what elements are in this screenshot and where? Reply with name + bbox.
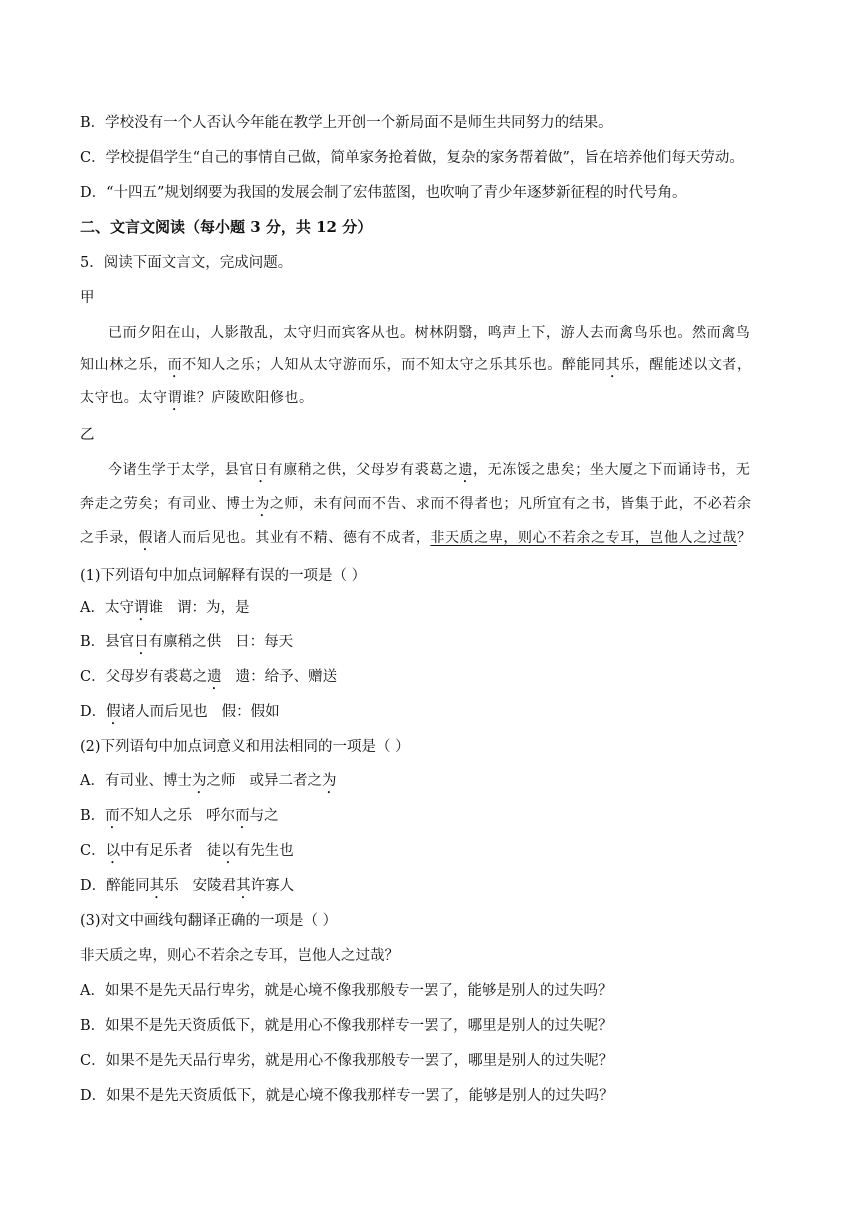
passage-jia-line-3: 太守也。太守谓谁？庐陵欧阳修也。 — [80, 390, 314, 406]
passage-yi-label: 乙 — [80, 427, 95, 443]
sub1-option-d: D．假诸人而后见也 假：假如 — [80, 704, 280, 720]
sub1-option-b: B．县官日有廪稍之供 日：每天 — [80, 634, 294, 650]
passage-yi-line-3: 之手录，假诸人而后见也。其业有不精、德有不成者，非天质之卑，则心不若余之专耳，岂他人之过哉？ — [80, 530, 752, 546]
passage-yi-line-1: 今诸生学于太学，县官日有廪稍之供，父母岁有裘葛之遗，无冻馁之患矣；坐大厦之下而诵诗书，无 — [108, 462, 751, 478]
dotted-word: 日 — [254, 462, 269, 478]
sub1-stem: (1)下列语句中加点词解释有误的一项是（ ） — [80, 568, 367, 584]
sub3-sentence: 非天质之卑，则心不若余之专耳，岂他人之过哉？ — [80, 948, 399, 964]
passage-yi-line-2: 奔走之劳矣；有司业、博士为之师，未有问而不告、求而不得者也；凡所宜有之书，皆集于此，不必若余 — [80, 496, 752, 512]
underlined-sentence: 非天质之卑，则心不若余之专耳，岂他人之过哉 — [430, 530, 738, 546]
sub3-stem: (3)对文中画线句翻译正确的一项是（ ） — [80, 913, 338, 929]
q4-option-d: D．“十四五”规划纲要为我国的发展会制了宏伟蓝图，也吹响了青少年逐梦新征程的时代号角。 — [80, 185, 687, 201]
dotted-word: 为 — [255, 496, 270, 512]
q5-prompt: 5．阅读下面文言文，完成问题。 — [80, 255, 293, 271]
sub2-option-b: B．而不知人之乐 呼尔而与之 — [80, 808, 279, 824]
passage-jia-line-1: 已而夕阳在山，人影散乱，太守归而宾客从也。树林阴翳，鸣声上下，游人去而禽鸟乐也。然而禽鸟 — [108, 325, 751, 341]
section-heading-classical-chinese: 二、文言文阅读（每小题 3 分，共 12 分） — [80, 218, 373, 236]
dotted-word: 假 — [138, 530, 154, 546]
sub2-option-c: C．以中有足乐者 徒以有先生也 — [80, 843, 294, 859]
sub1-option-a: A．太守谓谁 谓：为，是 — [80, 600, 250, 616]
sub1-option-c: C．父母岁有裘葛之遗 遗：给予、赠送 — [80, 669, 338, 685]
dotted-word: 其 — [605, 357, 621, 373]
sub3-option-a: A．如果不是先天品行卑劣，就是心境不像我那般专一罢了，能够是别人的过失吗？ — [80, 983, 613, 999]
passage-jia-line-2: 知山林之乐，而不知人之乐；人知从太守游而乐，而不知太守之乐其乐也。醉能同其乐，醒能述以文者， — [80, 357, 752, 373]
sub2-stem: (2)下列语句中加点词意义和用法相同的一项是（ ） — [80, 739, 410, 755]
dotted-word: 谓 — [167, 390, 183, 406]
dotted-word: 遗 — [458, 462, 474, 478]
passage-jia-label: 甲 — [80, 290, 95, 306]
dotted-word: 而 — [167, 357, 183, 373]
sub3-option-c: C．如果不是先天品行卑劣，就是用心不像我那般专一罢了，哪里是别人的过失呢？ — [80, 1053, 614, 1069]
sub2-option-d: D．醉能同其乐 安陵君其许寡人 — [80, 878, 295, 894]
q4-option-b: B．学校没有一个人否认今年能在教学上开创一个新局面不是师生共同努力的结果。 — [80, 115, 613, 131]
sub2-option-a: A．有司业、博士为之师 或异二者之为 — [80, 773, 337, 789]
sub3-option-b: B．如果不是先天资质低下，就是用心不像我那样专一罢了，哪里是别人的过失呢？ — [80, 1018, 613, 1034]
q4-option-c: C．学校提倡学生“自己的事情自己做，简单家务抢着做，复杂的家务帮着做”，旨在培养他们每天劳动。 — [80, 150, 744, 166]
sub3-option-d: D．如果不是先天资质低下，就是心境不像我那样专一罢了，能够是别人的过失吗？ — [80, 1088, 614, 1104]
